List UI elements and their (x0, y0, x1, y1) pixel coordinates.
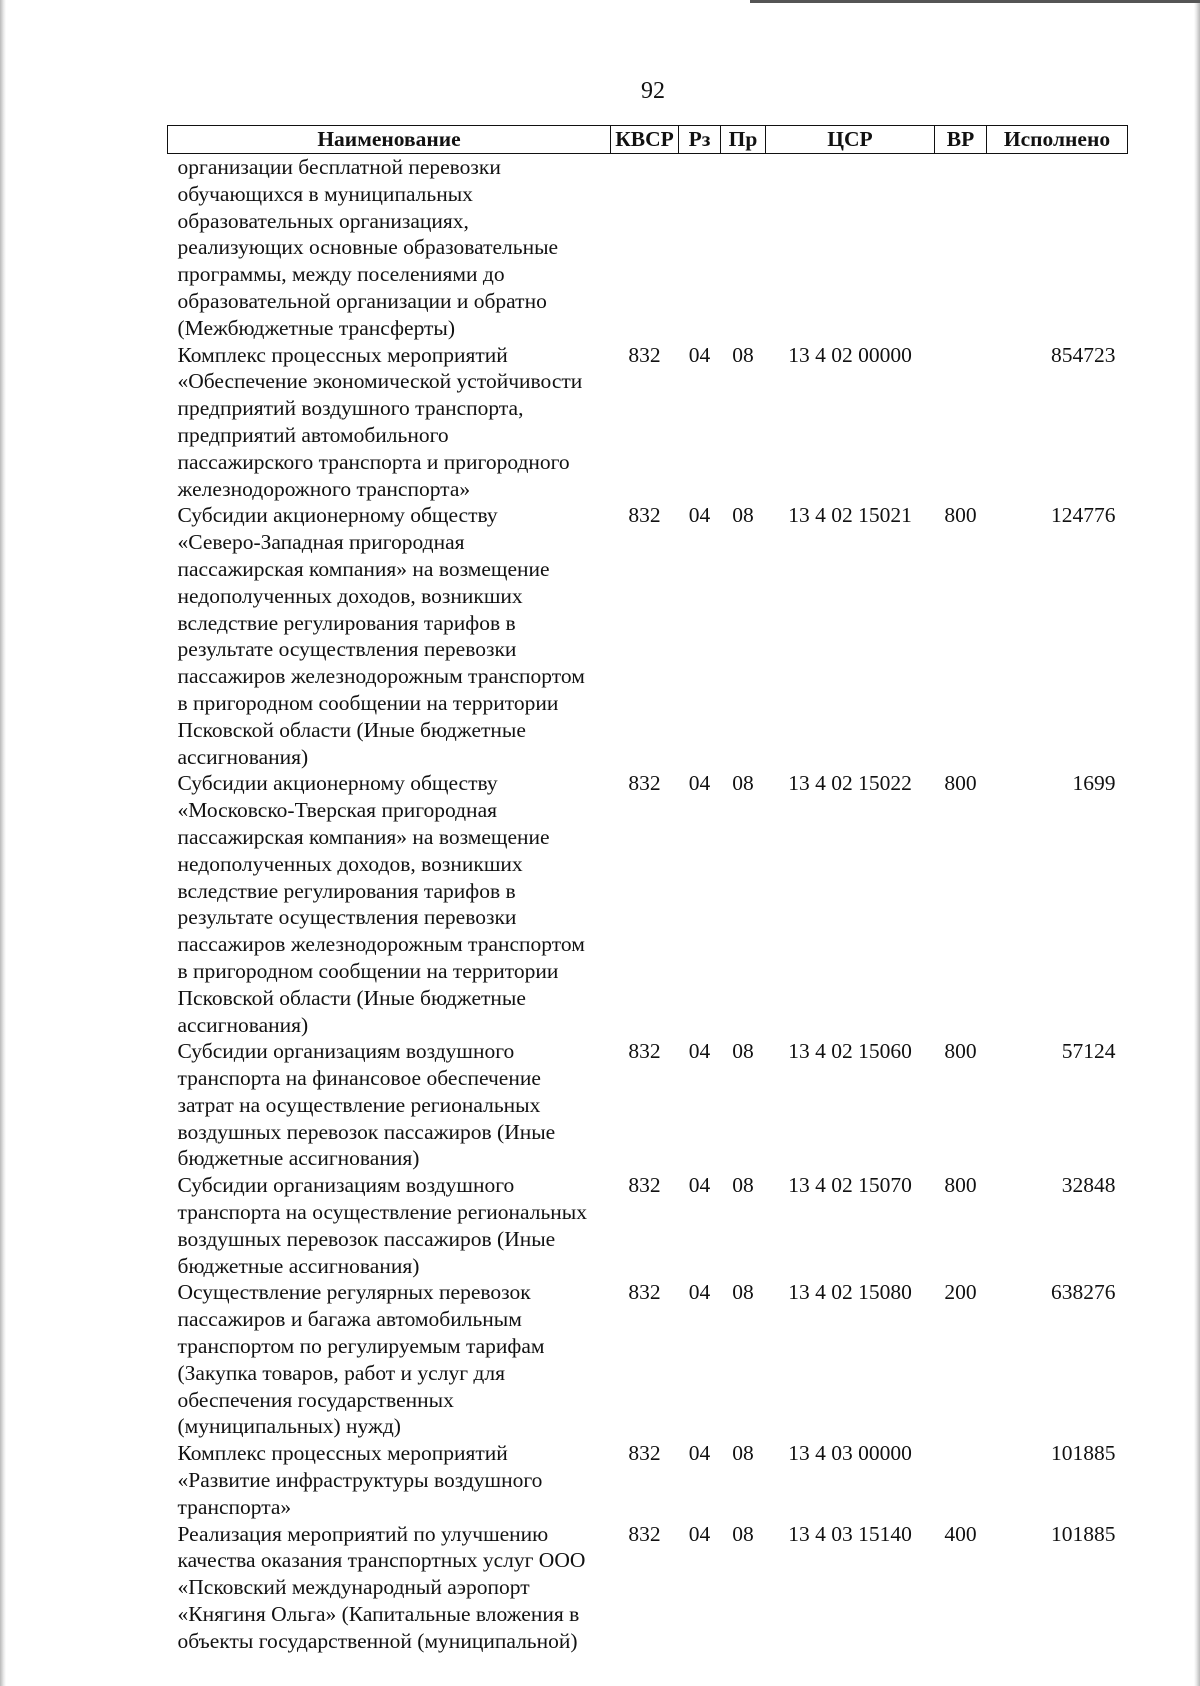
row-pr: 08 (732, 1521, 754, 1546)
row-isp: 101885 (1051, 1521, 1116, 1546)
table-row (168, 1172, 1128, 1279)
header-vr: ВР (935, 126, 987, 154)
row-name: Комплекс процессных мероприятий «Развитие инфраструктуры воздушного транспорта» (177, 1441, 543, 1519)
row-kvsr: 832 (628, 1521, 661, 1546)
row-isp: 1699 (1072, 771, 1116, 796)
row-pr: 08 (732, 1280, 754, 1305)
row-rz: 04 (688, 342, 711, 367)
row-vr (935, 154, 987, 342)
row-csr: 13 4 02 15022 (788, 771, 912, 796)
row-isp: 854723 (1051, 342, 1116, 367)
row-name: Субсидии акционерному обществу «Московско-Тверская пригородная пассажирская компания» на возмещение недополученных доходов, возникших вследствие регулирования тарифов в результате осуществления перевозки пассажиров железнодорожным транспортом в пригородном сообщении на территории Псковской области (Иные бюджетные ассигнования) (177, 771, 585, 1037)
row-vr: 200 (944, 1280, 977, 1305)
row-isp: 101885 (1051, 1441, 1116, 1466)
row-rz (679, 154, 721, 342)
row-kvsr (611, 154, 679, 342)
row-name: Субсидии организациям воздушного транспорта на финансовое обеспечение затрат на осуществление региональных воздушных перевозок пассажиров (Иные бюджетные ассигнования) (177, 1039, 556, 1171)
row-isp: 57124 (1061, 1039, 1116, 1064)
row-rz: 04 (688, 1280, 711, 1305)
row-kvsr: 832 (628, 1173, 661, 1198)
row-isp (987, 154, 1128, 342)
row-rz: 04 (688, 1441, 711, 1466)
row-csr: 13 4 03 00000 (788, 1441, 912, 1466)
table-body (168, 154, 1128, 1655)
table-row (168, 502, 1128, 770)
row-pr: 08 (732, 1173, 754, 1198)
header-pr: Пр (721, 126, 766, 154)
table-row (168, 1440, 1128, 1520)
row-pr: 08 (732, 342, 754, 367)
row-vr: 400 (944, 1521, 977, 1546)
row-kvsr: 832 (628, 342, 661, 367)
row-isp: 638276 (1051, 1280, 1116, 1305)
row-pr: 08 (732, 503, 754, 528)
row-pr: 08 (732, 771, 754, 796)
row-vr: 800 (944, 771, 977, 796)
row-rz: 04 (688, 1039, 711, 1064)
row-kvsr: 832 (628, 771, 661, 796)
row-pr: 08 (732, 1441, 754, 1466)
row-pr (721, 154, 766, 342)
row-name: Реализация мероприятий по улучшению качества оказания транспортных услуг ООО «Псковский международный аэропорт «Княгиня Ольга» (Капитальные вложения в объекты государственной (муниципальной) (177, 1521, 586, 1653)
row-isp: 32848 (1061, 1173, 1116, 1198)
budget-table (167, 125, 1128, 1655)
table-row (168, 154, 1128, 342)
row-name: Субсидии организациям воздушного транспорта на осуществление региональных воздушных перевозок пассажиров (Иные бюджетные ассигнования) (177, 1173, 587, 1278)
table-row (168, 342, 1128, 503)
row-name: Субсидии акционерному обществу «Северо-Западная пригородная пассажирская компания» на возмещение недополученных доходов, возникших вследствие регулирования тарифов в результате осуществления перевозки пассажиров железнодорожным транспортом в пригородном сообщении на территории Псковской области (Иные бюджетные ассигнования) (177, 503, 585, 769)
header-name: Наименование (168, 126, 611, 154)
row-vr (935, 342, 987, 503)
row-csr: 13 4 02 00000 (788, 342, 912, 367)
header-rz: Рз (679, 126, 721, 154)
row-rz: 04 (688, 1521, 711, 1546)
table-row (168, 1521, 1128, 1655)
row-kvsr: 832 (628, 1039, 661, 1064)
page-number: 92 (641, 78, 665, 104)
row-pr: 08 (732, 1039, 754, 1064)
header-isp: Исполнено (987, 126, 1128, 154)
table-header (168, 126, 1128, 154)
scan-edge-right (1194, 0, 1200, 1686)
row-csr: 13 4 02 15021 (788, 503, 912, 528)
scan-edge-left (0, 0, 6, 1686)
row-csr: 13 4 02 15070 (788, 1173, 912, 1198)
row-csr: 13 4 02 15060 (788, 1039, 912, 1064)
row-csr: 13 4 02 15080 (788, 1280, 912, 1305)
scan-edge-top (750, 0, 1200, 3)
row-vr: 800 (944, 503, 977, 528)
row-rz: 04 (688, 503, 711, 528)
row-rz: 04 (688, 771, 711, 796)
row-kvsr: 832 (628, 1441, 661, 1466)
row-name: Осуществление регулярных перевозок пассажиров и багажа автомобильным транспортом по регулируемым тарифам (Закупка товаров, работ и услуг для обеспечения государственных (муниципальных) нужд) (177, 1280, 545, 1439)
row-name: организации бесплатной перевозки обучающихся в муниципальных образовательных организациях, реализующих основные образовательные программы, между поселениями до образовательной организации и обратно (Межбюджетные трансферты) (177, 155, 559, 340)
row-vr: 800 (944, 1039, 977, 1064)
row-vr: 800 (944, 1173, 977, 1198)
row-vr (935, 1440, 987, 1520)
row-kvsr: 832 (628, 503, 661, 528)
table-row (168, 1279, 1128, 1440)
row-csr: 13 4 03 15140 (788, 1521, 912, 1546)
row-rz: 04 (688, 1173, 711, 1198)
row-csr (766, 154, 935, 342)
table-row (168, 1038, 1128, 1172)
header-kvsr: КВСР (611, 126, 679, 154)
row-isp: 124776 (1051, 503, 1116, 528)
header-csr: ЦСР (766, 126, 935, 154)
table-row (168, 770, 1128, 1038)
row-kvsr: 832 (628, 1280, 661, 1305)
row-name: Комплекс процессных мероприятий «Обеспечение экономической устойчивости предприятий воздушного транспорта, предприятий автомобильного пассажирского транспорта и пригородного железнодорожного транспорта» (177, 342, 583, 501)
